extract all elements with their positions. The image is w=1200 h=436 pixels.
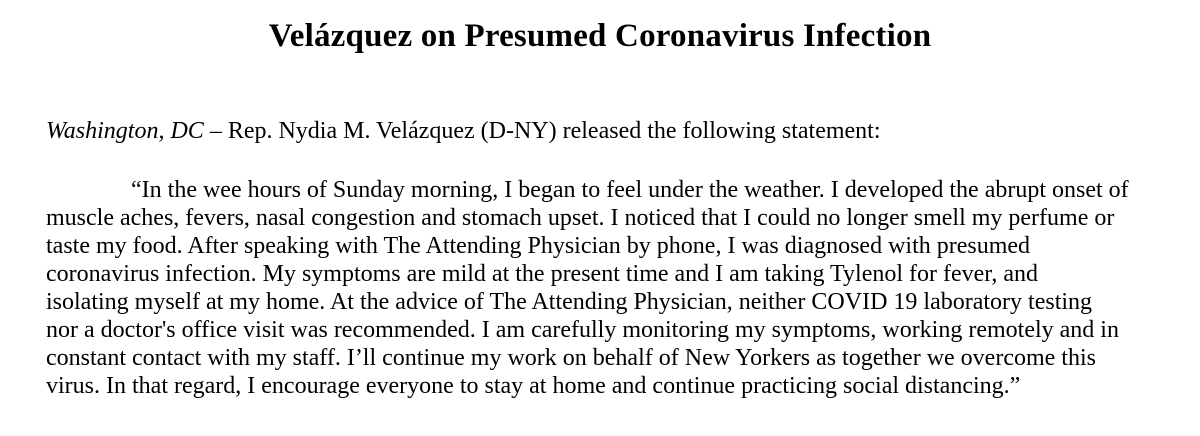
statement-line: isolating myself at my home. At the advice of The Attending Physician, neither COVID 19 laboratory testing	[46, 289, 1093, 315]
dateline-separator: –	[203, 118, 228, 144]
dateline-text: Rep. Nydia M. Velázquez (D-NY) released the following statement:	[227, 118, 881, 144]
statement-line: virus. In that regard, I encourage everyone to stay at home and continue practicing social distancing.”	[46, 373, 1021, 399]
statement-line: “In the wee hours of Sunday morning, I began to feel under the weather. I developed the abrupt onset of	[131, 177, 1129, 203]
document-title: Velázquez on Presumed Coronavirus Infection	[268, 18, 932, 54]
statement-line: nor a doctor's office visit was recommended. I am carefully monitoring my symptoms, working remotely and in	[46, 317, 1119, 343]
statement-line: muscle aches, fevers, nasal congestion and stomach upset. I noticed that I could no longer smell my perfume or	[46, 205, 1115, 231]
statement-line: constant contact with my staff. I’ll continue my work on behalf of New Yorkers as together we overcome this	[46, 345, 1096, 371]
dateline-place: Washington, DC	[46, 118, 204, 144]
statement-line: taste my food. After speaking with The Attending Physician by phone, I was diagnosed with presumed	[46, 233, 1031, 259]
dateline	[46, 116, 1166, 146]
statement-quote	[46, 176, 1176, 400]
statement-line: coronavirus infection. My symptoms are mild at the present time and I am taking Tylenol for fever, and	[46, 261, 1038, 287]
